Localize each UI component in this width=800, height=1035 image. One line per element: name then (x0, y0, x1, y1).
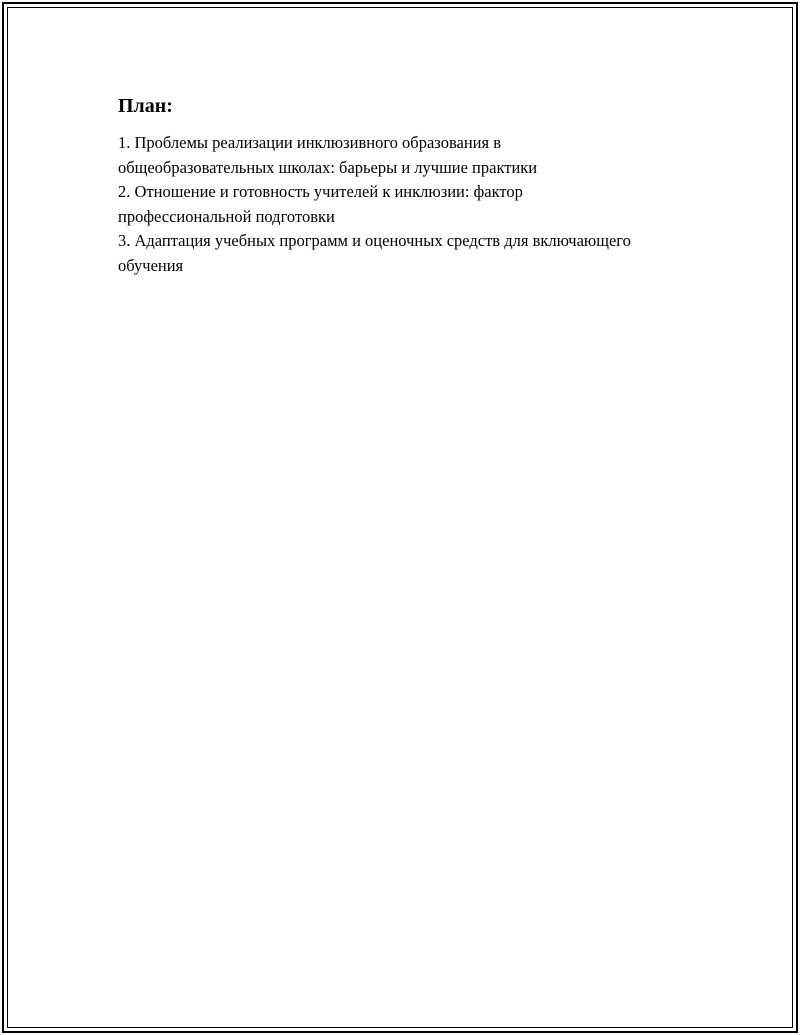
plan-item-2: 2. Отношение и готовность учителей к инклюзии: фактор профессиональной подготовки (118, 182, 523, 226)
page-content (118, 93, 638, 278)
plan-item-1: 1. Проблемы реализации инклюзивного образования в общеобразовательных школах: барьеры и лучшие практики (118, 133, 538, 177)
plan-item-3: 3. Адаптация учебных программ и оценочных средств для включающего обучения (118, 231, 631, 275)
plan-list (118, 131, 638, 278)
plan-heading: План: (118, 95, 173, 117)
